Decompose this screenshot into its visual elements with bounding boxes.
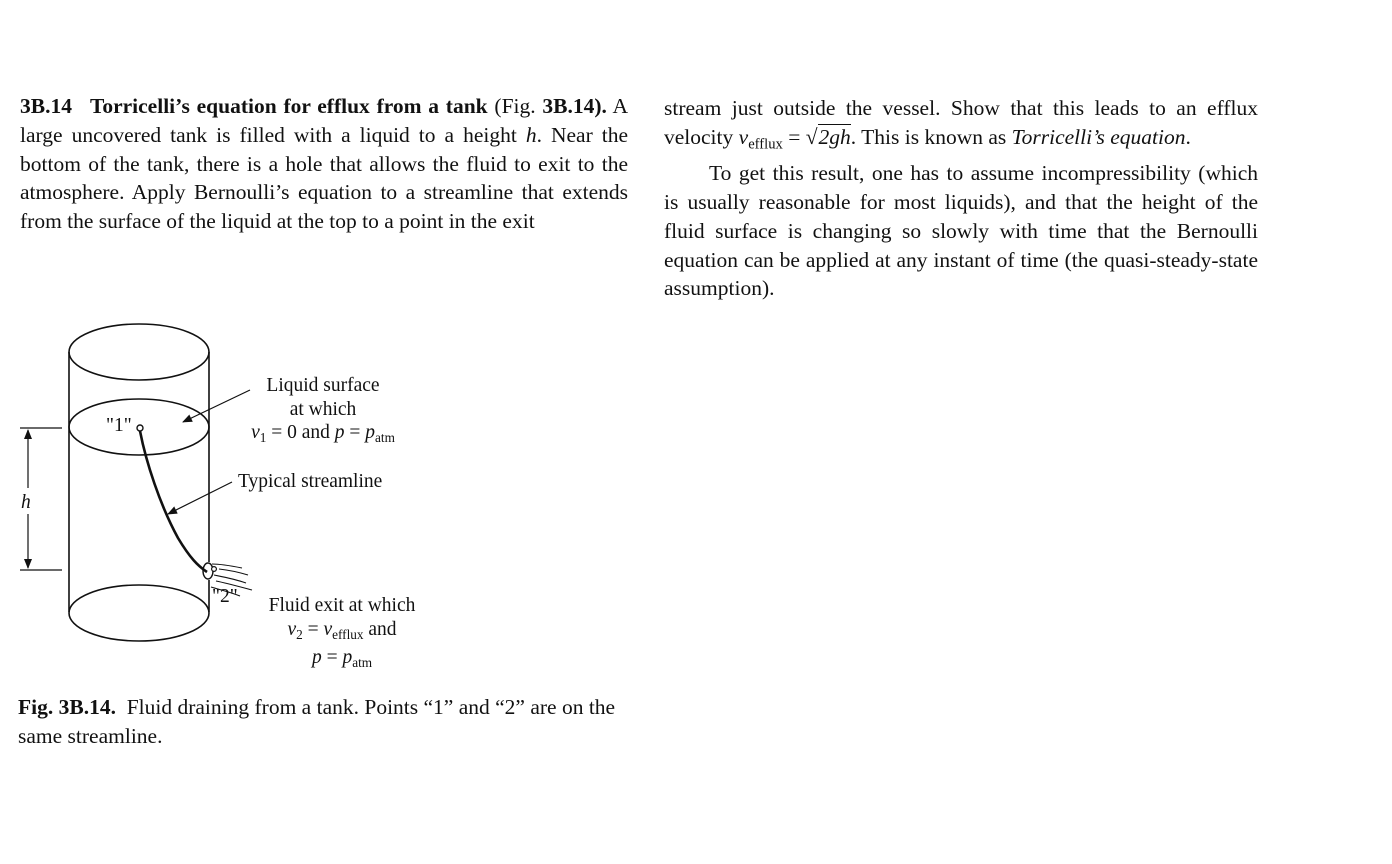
problem-paragraph-2: To get this result, one has to assume incompressibility (which is usually reasonable for most liquids), and that the height of the fluid surface is changing so slowly with time that the Bernoulli equation can be applied at any instant of time (the quasi-steady-state assumption). [664,161,1258,301]
point-1-label: "1" [106,415,132,436]
para1-b: . Near the bottom of the tank, there is a hole that allows the fluid to exit to the atmosphere. Apply Bernoulli’s equation to a streamline that extends from the surface of the liquid at the top to a point in the exit [20,122,629,234]
sqrt-symbol: √ [805,124,818,149]
problem-text-left [20,92,628,236]
para1-b-cont: stream just outside the vessel. Show that this leads to an efflux velocity [664,96,1258,149]
surface-p-atm: p [365,422,376,443]
torricelli-name: Torricelli’s equation [1011,124,1186,149]
exit-line-2 [256,618,428,647]
fig-ref-open: (Fig. [494,94,536,118]
para1-a: A large uncovered tank is filled with a liquid to a height [20,94,628,147]
efflux-subscript: efflux [748,136,783,153]
surface-line-2: at which [289,398,357,420]
tank-top-rim [69,324,209,380]
surface-eq-zero: = 0 and [266,422,335,443]
exit-p-atm: p [342,647,353,669]
exit-and: and [363,618,397,640]
exit-p-eq: = [321,647,343,669]
point-1-marker [137,425,143,431]
streamline-annotation: Typical streamline [238,471,383,492]
caption-text: Fluid draining from a tank. Points “1” and “2” are on the same streamline. [18,695,616,748]
efflux-symbol: v [738,124,749,149]
exit-eq: = [302,618,324,640]
surface-line-1: Liquid surface [266,375,380,396]
surface-v-sub: 1 [259,430,267,446]
caption-label: Fig. 3B.14. [18,695,116,719]
problem-number: 3B.14 [20,94,72,118]
fig-ref-close: 3B.14). [542,94,607,118]
problem-paragraph-1-cont [664,94,1258,159]
surface-line-3 [238,421,408,450]
streamline-leader-arrow [168,482,232,514]
exit-p: p [311,647,322,669]
problem-title: Torricelli’s equation for efflux from a tank [89,94,488,118]
problem-paragraph-1 [20,92,628,236]
point-2-marker [212,567,217,572]
surface-p: p [334,422,345,443]
para1-end: . [1185,124,1191,149]
point-2-label: "2" [212,586,238,607]
surface-v: v [251,422,260,443]
exit-v-sub: 2 [296,626,303,642]
surface-eq: = [344,422,366,443]
surface-annotation [238,374,408,450]
exit-line-3 [256,646,428,675]
exit-v-efflux-sub: efflux [332,626,364,642]
exit-v-efflux: v [323,618,333,640]
exit-v: v [287,618,297,640]
figure-caption [18,693,628,751]
h-label: h [21,492,31,513]
para1-c: . This is known as [850,124,1007,149]
exit-p-sub: atm [352,655,373,671]
exit-line-1: Fluid exit at which [268,595,416,616]
exit-annotation [256,594,428,675]
sqrt-radicand: 2gh [818,124,851,149]
tank-bottom [69,585,209,641]
tank-figure [0,300,460,680]
problem-text-right [664,94,1258,303]
surface-p-sub: atm [375,430,395,446]
efflux-equals: = [788,124,801,149]
para1-h: h [525,122,537,147]
